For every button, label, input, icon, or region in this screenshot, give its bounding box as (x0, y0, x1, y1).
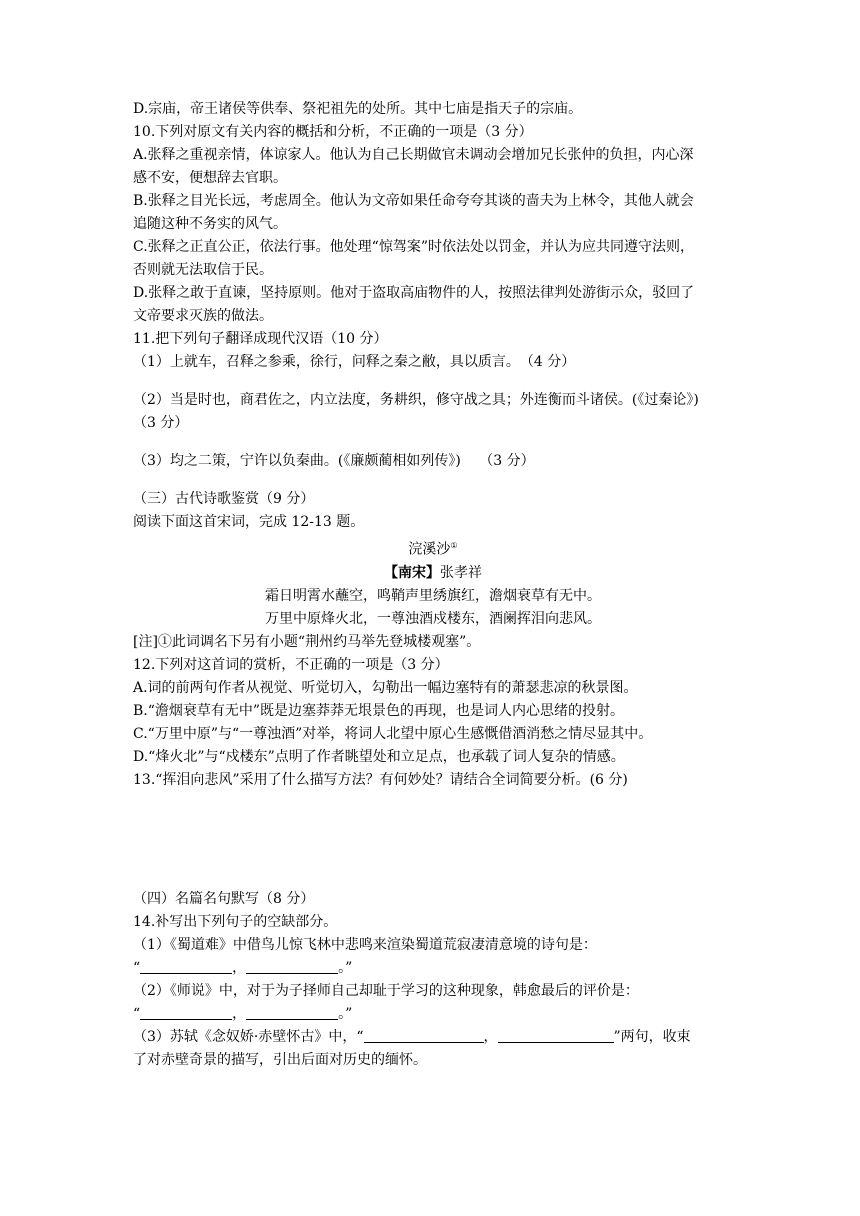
fill-blank[interactable] (246, 959, 338, 974)
q10-option-d-line2: 文帝要求灭族的做法。 (133, 308, 273, 324)
section3-heading: （三）古代诗歌鉴赏（9 分） (133, 491, 315, 507)
q12-option-d: D.“烽火北”与“戍楼东”点明了作者眺望处和立足点，也承载了词人复杂的情感。 (133, 748, 625, 765)
q12-option-b: B.“澹烟衰草有无中”既是边塞莽莽无垠景色的再现，也是词人内心思绪的投射。 (133, 702, 625, 719)
poem-title: 浣溪沙① (408, 541, 458, 558)
q11-item1: （1）上就车，召释之参乘，徐行，问释之秦之敝，具以质言。 （4 分） (133, 354, 576, 370)
answer-space (133, 792, 733, 888)
q10-option-d-line1: D.张释之敢于直谏，坚持原则。他对于盗取高庙物件的人，按照法律判处游街示众，驳回了 (133, 285, 695, 301)
q10-option-c-line1: C.张释之正直公正，依法行事。他处理“惊驾案”时依法处以罚金，并认为应共同遵守法则， (133, 239, 694, 255)
q10-stem: 10.下列对原文有关内容的概括和分析，不正确的一项是（3 分） (133, 124, 533, 140)
q14-item1-text: （1）《蜀道难》中借鸟儿惊飞林中悲鸣来渲染蜀道荒寂凄清意境的诗句是： (133, 936, 597, 953)
q12-option-a: A.词的前两句作者从视觉、听觉切入，勾勒出一幅边塞特有的萧瑟悲凉的秋景图。 (133, 679, 638, 696)
footnote-marker: ① (450, 541, 458, 550)
fill-blank[interactable] (140, 959, 232, 974)
fill-blank[interactable] (140, 1005, 232, 1020)
q11-item3: （3）均之二策，宁许以负秦曲。(《廉颇蔺相如列传》) （3 分） (133, 453, 535, 469)
fill-blank[interactable] (246, 1005, 338, 1020)
q14-item1-blanks: “ ， 。” (133, 959, 353, 976)
q11-item2-line1: （2）当是时也，商君佐之，内立法度，务耕织，修守战之具；外连衡而斗诸侯。(《过秦论》) (133, 392, 699, 408)
q10-option-a-line1: A.张释之重视亲情，体谅家人。他认为自己长期做官未调动会增加兄长张仲的负担，内心深 (133, 147, 694, 163)
q14-stem: 14.补写出下列句子的空缺部分。 (133, 913, 338, 930)
poem-author (133, 562, 733, 585)
q10-option-a-line2: 感不安，便想辞去官职。 (133, 170, 287, 186)
q10-option-b-line2: 追随这种不务实的风气。 (133, 216, 287, 232)
q10-option-b-line1: B.张释之目光长远，考虑周全。他认为文帝如果任命夸夸其谈的啬夫为上林令，其他人就会 (133, 193, 694, 209)
q14-item2-blanks: “ ， 。” (133, 1005, 353, 1022)
q11-item2-line2: （3 分） (133, 415, 189, 431)
poem-line1: 霜日明霄水蘸空，鸣鞘声里绣旗红，澹烟衰草有无中。 (265, 587, 601, 604)
poem-line2: 万里中原烽火北，一尊浊酒戍楼东，酒阑挥泪向悲风。 (265, 610, 601, 627)
poem-author-name: 张孝祥 (440, 564, 482, 581)
q9-option-d: D.宗庙，帝王诸侯等供奉、祭祀祖先的处所。其中七庙是指天子的宗庙。 (133, 101, 583, 117)
fill-blank[interactable] (498, 1028, 614, 1043)
fill-blank[interactable] (364, 1028, 484, 1043)
q14-item3-line1: （3）苏轼《念奴娇·赤壁怀古》中，“ ， ”两句，收束 (133, 1028, 691, 1045)
q13-stem: 13.“挥泪向悲风”采用了什么描写方法？有何妙处？请结合全词简要分析。(6 分) (133, 771, 628, 788)
document-page (133, 98, 733, 1072)
q12-stem: 12.下列对这首词的赏析，不正确的一项是（3 分） (133, 656, 449, 673)
section3-intro: 阅读下面这首宋词，完成 12-13 题。 (133, 514, 365, 530)
poem-dynasty: 【南宋】 (384, 564, 440, 581)
q12-option-c: C.“万里中原”与“一尊浊酒”对举，将词人北望中原心生感慨借酒消愁之情尽显其中。 (133, 725, 653, 742)
q14-item3-line2: 了对赤壁奇景的描写，引出后面对历史的缅怀。 (133, 1051, 427, 1068)
q14-item2-text: （2）《师说》中，对于为子择师自己却耻于学习的这种现象，韩愈最后的评价是： (133, 982, 639, 999)
q11-stem: 11.把下列句子翻译成现代汉语（10 分） (133, 331, 388, 347)
section4-heading: （四）名篇名句默写（8 分） (133, 890, 315, 907)
q10-option-c-line2: 否则就无法取信于民。 (133, 262, 273, 278)
poem-note: [注]①此词调名下另有小题“荆州约马举先登城楼观塞”。 (133, 633, 481, 650)
